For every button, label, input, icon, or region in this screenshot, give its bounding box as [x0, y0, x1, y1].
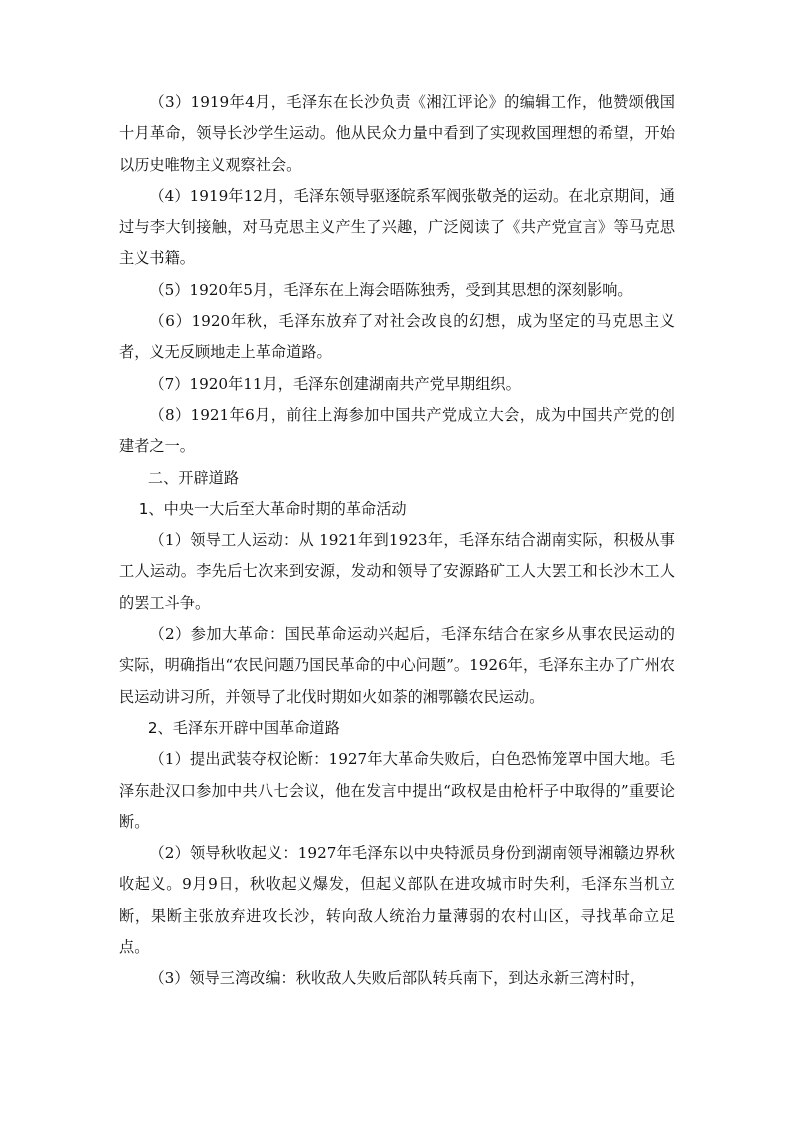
paragraph-autumn-harvest: （2）领导秋收起义：1927年毛泽东以中央特派员身份到湖南领导湘赣边界秋收起义。9月9日，秋收起义爆发，但起义部队在进攻城市时失利，毛泽东当机立断，果断主张放弃进攻长沙，转向敌人统治力量薄弱的农村山区，寻找革命立足点。: [119, 844, 675, 957]
subsection-heading-1: 1、中央一大后至大革命时期的革命活动: [138, 499, 407, 518]
paragraph-3: （3）1919年4月，毛泽东在长沙负责《湘江评论》的编辑工作，他赞颂俄国十月革命，领导长沙学生运动。他从民众力量中看到了实现救国理想的希望，开始以历史唯物主义观察社会。: [119, 93, 675, 174]
paragraph-8: （8）1921年6月，前往上海参加中国共产党成立大会，成为中国共产党的创建者之一。: [119, 405, 675, 456]
paragraph-great-revolution: （2）参加大革命：国民革命运动兴起后，毛泽东结合在家乡从事农民运动的实际，明确指出“农民问题乃国民革命的中心问题”。1926年，毛泽东主办了广州农民运动讲习所，并领导了北伐时期如火如荼的湘鄂赣农民运动。: [119, 625, 675, 706]
paragraph-6: （6）1920年秋，毛泽东放弃了对社会改良的幻想，成为坚定的马克思主义者，义无反顾地走上革命道路。: [119, 312, 675, 362]
section-heading: 二、开辟道路: [147, 468, 239, 487]
paragraph-sanwan: （3）领导三湾改编：秋收敌人失败后部队转兵南下，到达永新三湾村时，: [149, 969, 646, 988]
paragraph-labor-movement: （1）领导工人运动：从 1921年到1923年，毛泽东结合湖南实际，积极从事工人运动。李先后七次来到安源，发动和领导了安源路矿工人大罢工和长沙木工人的罢工斗争。: [119, 531, 675, 612]
paragraph-armed-power: （1）提出武装夺权论断：1927年大革命失败后，白色恐怖笼罩中国大地。毛泽东赴汉口参加中共八七会议，他在发言中提出“政权是由枪杆子中取得的”重要论断。: [119, 750, 675, 831]
document-body: [119, 87, 675, 995]
paragraph-5: （5）1920年5月，毛泽东在上海会晤陈独秀，受到其思想的深刻影响。: [149, 280, 633, 299]
paragraph-7: （7）1920年11月，毛泽东创建湖南共产党早期组织。: [149, 374, 521, 393]
subsection-heading-2: 2、毛泽东开辟中国革命道路: [147, 718, 340, 737]
paragraph-4: （4）1919年12月，毛泽东领导驱逐皖系军阀张敬尧的运动。在北京期间，通过与李大钊接触，对马克思主义产生了兴趣，广泛阅读了《共产党宣言》等马克思主义书籍。: [119, 186, 675, 268]
